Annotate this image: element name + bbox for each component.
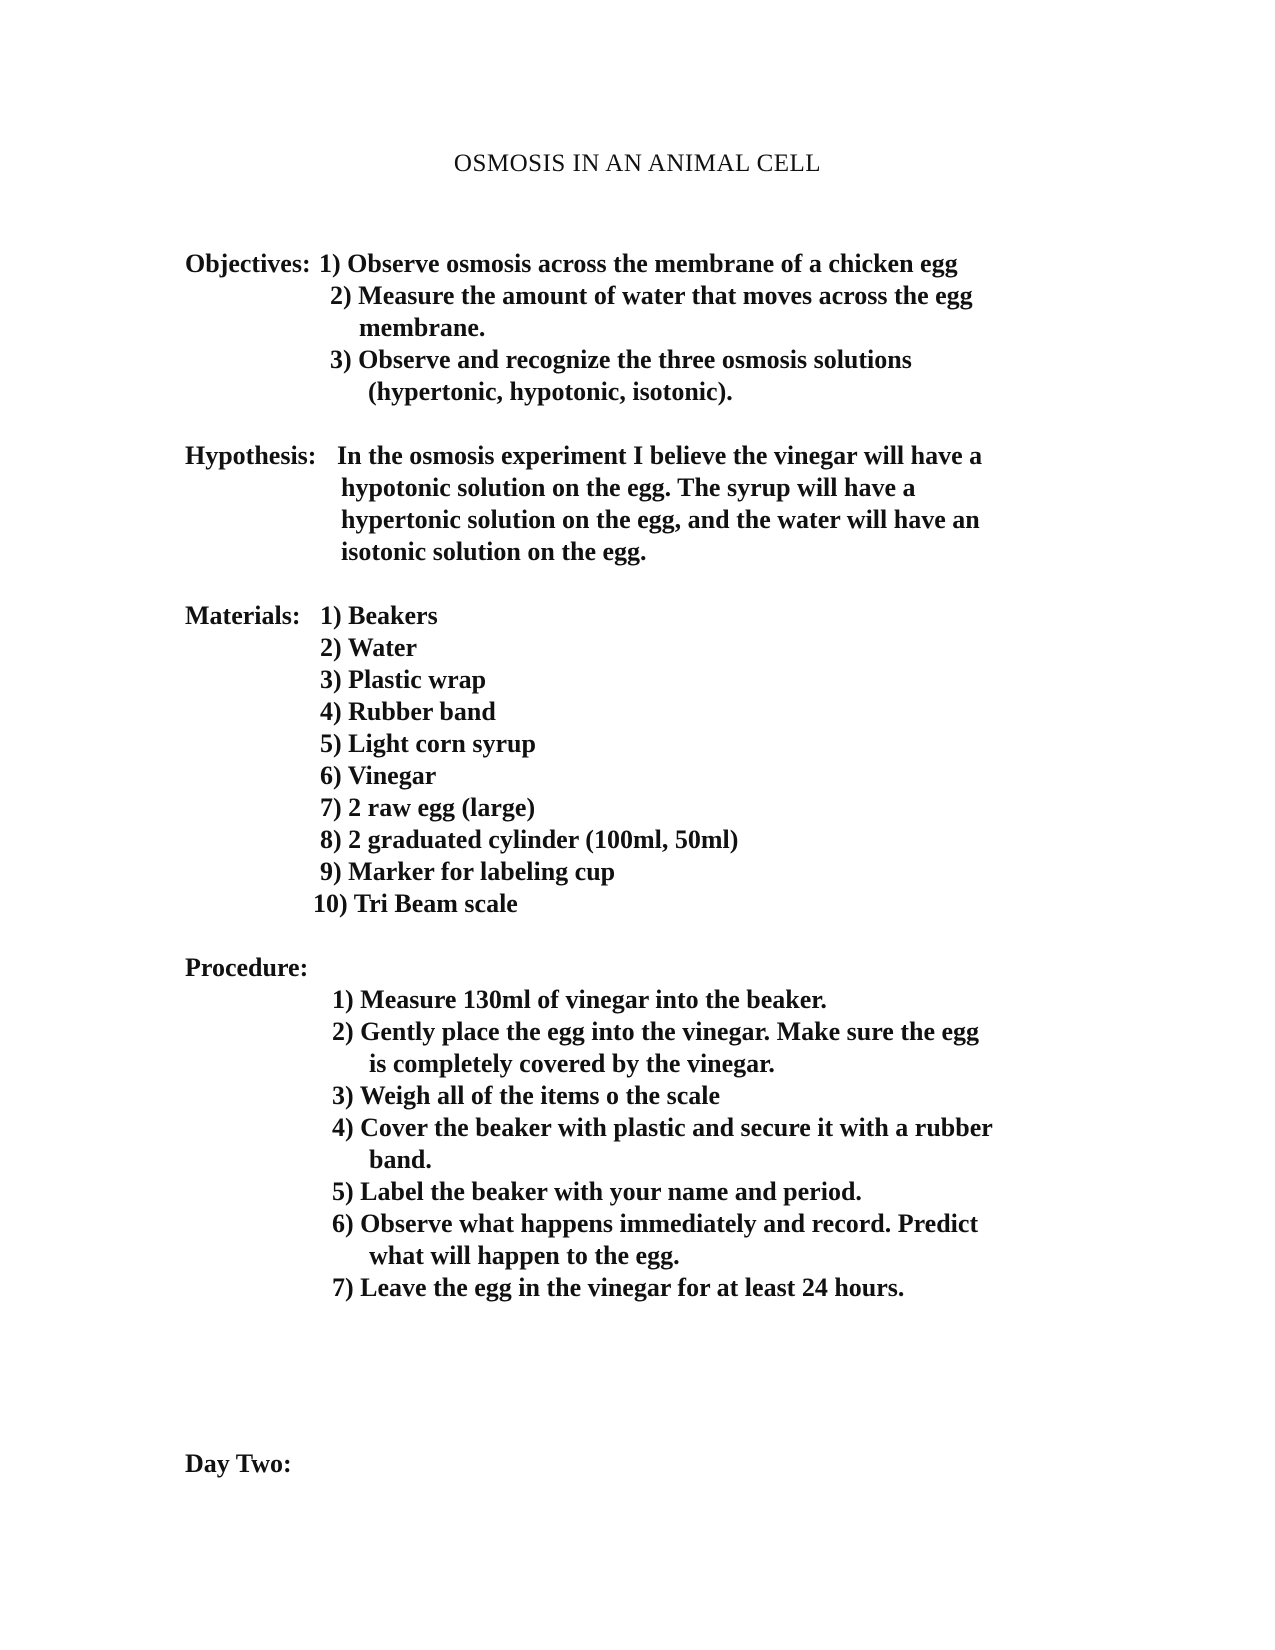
material-item: 5) Light corn syrup — [320, 729, 536, 758]
day-two-label: Day Two: — [185, 1449, 292, 1478]
material-item: 9) Marker for labeling cup — [320, 857, 616, 886]
material-item: 3) Plastic wrap — [320, 665, 487, 694]
procedure-step: 3) Weigh all of the items o the scale — [332, 1081, 721, 1110]
material-item: 2) Water — [320, 633, 417, 662]
material-item: 10) Tri Beam scale — [313, 889, 518, 918]
procedure-step: 6) Observe what happens immediately and record. Predict — [332, 1209, 979, 1238]
material-item: 6) Vinegar — [320, 761, 437, 790]
hypothesis-line: hypertonic solution on the egg, and the water will have an — [341, 505, 980, 534]
hypothesis-line: hypotonic solution on the egg. The syrup will have a — [341, 473, 916, 502]
material-item: 1) Beakers — [320, 601, 438, 630]
objective-line: 2) Measure the amount of water that moves across the egg — [330, 281, 973, 310]
page-title: OSMOSIS IN AN ANIMAL CELL — [453, 150, 822, 177]
procedure-step: what will happen to the egg. — [369, 1241, 680, 1270]
procedure-step: band. — [369, 1145, 432, 1174]
hypothesis-line: isotonic solution on the egg. — [341, 537, 647, 566]
hypothesis-label: Hypothesis: — [185, 441, 317, 470]
materials-label: Materials: — [185, 601, 301, 630]
procedure-step: 5) Label the beaker with your name and period. — [332, 1177, 862, 1206]
objectives-label: Objectives: — [185, 249, 311, 278]
objective-line: 1) Observe osmosis across the membrane of a chicken egg — [319, 249, 958, 278]
procedure-step: 4) Cover the beaker with plastic and secure it with a rubber — [332, 1113, 993, 1142]
objective-line: (hypertonic, hypotonic, isotonic). — [368, 377, 733, 406]
procedure-label: Procedure: — [185, 953, 309, 982]
objective-line: membrane. — [359, 313, 486, 342]
hypothesis-line: In the osmosis experiment I believe the vinegar will have a — [337, 441, 983, 470]
procedure-step: 2) Gently place the egg into the vinegar. Make sure the egg — [332, 1017, 980, 1046]
objective-line: 3) Observe and recognize the three osmosis solutions — [330, 345, 912, 374]
procedure-step: 1) Measure 130ml of vinegar into the beaker. — [332, 985, 827, 1014]
material-item: 7) 2 raw egg (large) — [320, 793, 536, 822]
procedure-step: 7) Leave the egg in the vinegar for at least 24 hours. — [332, 1273, 905, 1302]
material-item: 4) Rubber band — [320, 697, 496, 726]
procedure-step: is completely covered by the vinegar. — [369, 1049, 775, 1078]
material-item: 8) 2 graduated cylinder (100ml, 50ml) — [320, 825, 739, 854]
